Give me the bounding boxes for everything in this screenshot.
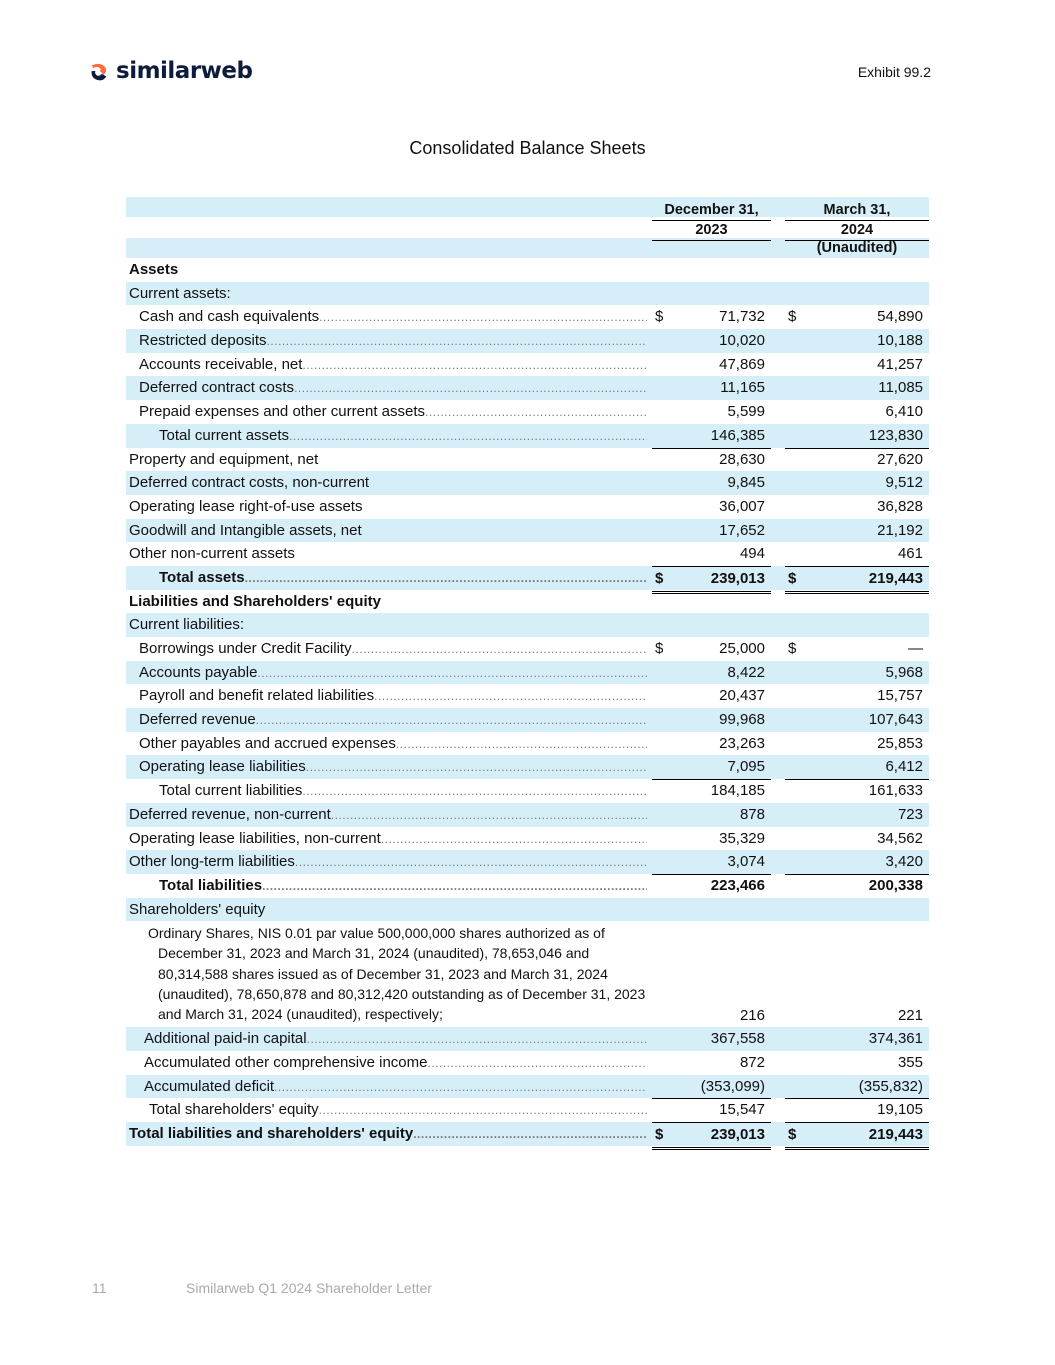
row-label: Property and equipment, net <box>129 450 319 468</box>
value-cell <box>652 874 771 899</box>
value-cell <box>652 495 771 519</box>
value-cell <box>785 400 929 425</box>
value-cell <box>785 353 929 377</box>
amount: 184,185 <box>710 782 765 800</box>
table-row <box>126 258 929 282</box>
table-row <box>126 921 929 1027</box>
table-row <box>126 1051 929 1075</box>
amount: 9,845 <box>727 474 765 492</box>
logo <box>88 58 252 84</box>
row-label: Operating lease right-of-use assets <box>129 497 363 515</box>
value-cell <box>785 305 929 329</box>
row-label: Total shareholders' equity ..... <box>149 1098 647 1123</box>
table-header <box>126 197 929 258</box>
value-cell <box>785 1122 929 1150</box>
row-label: Ordinary Shares, NIS 0.01 par value 500,000,000 shares authorized as of December 31, 2023 and March 31, 2024 (unaudited), 78,653,046 and 80,314,588 shares issued as of December 31, 2023 and March 31, 2024 (unaudited), 78,650,878 and 80,312,420 outstanding as of December 31, 2023 and March 31, 2024 (unaudited), respectively; <box>148 925 646 1023</box>
balance-sheet-table <box>126 197 929 1146</box>
table-row <box>126 448 929 472</box>
value-cell <box>785 448 929 472</box>
table-row <box>126 827 929 851</box>
value-cell <box>785 519 929 543</box>
row-label: Payroll and benefit related liabilities ..... <box>139 684 647 709</box>
column-header-line1: March 31, <box>785 201 929 221</box>
footer-text: Similarweb Q1 2024 Shareholder Letter <box>186 1280 432 1296</box>
currency-symbol: $ <box>788 640 797 657</box>
amount: 878 <box>739 805 765 823</box>
table-row <box>126 755 929 779</box>
table-row <box>126 376 929 400</box>
amount: 5,599 <box>727 403 765 421</box>
column-header-line2: 2023 <box>652 221 771 241</box>
value-cell <box>652 376 771 400</box>
value-cell <box>785 827 929 851</box>
amount: 23,263 <box>719 734 765 752</box>
amount: 25,853 <box>877 734 923 752</box>
amount: 6,410 <box>885 403 923 421</box>
page-title: Consolidated Balance Sheets <box>409 138 646 158</box>
value-cell <box>785 708 929 732</box>
table-row <box>126 803 929 827</box>
row-label: Accumulated deficit ..... <box>144 1075 647 1100</box>
amount: 71,732 <box>719 308 765 326</box>
row-label: Deferred contract costs, non-current <box>129 474 370 492</box>
value-cell <box>652 542 771 567</box>
value-cell <box>652 1098 771 1123</box>
value-cell <box>652 732 771 756</box>
value-cell <box>652 353 771 377</box>
table-row <box>126 495 929 519</box>
table-row <box>126 874 929 898</box>
table-row <box>126 732 929 756</box>
table-row <box>126 566 929 590</box>
value-cell <box>785 637 929 661</box>
table-row <box>126 282 929 306</box>
row-label: Cash and cash equivalents ..... <box>139 305 647 330</box>
amount: 494 <box>739 545 765 563</box>
value-cell <box>652 921 771 1027</box>
amount: 146,385 <box>710 426 765 444</box>
row-label: Other payables and accrued expenses ..... <box>139 732 647 757</box>
value-cell <box>785 1075 929 1100</box>
table-row <box>126 590 929 614</box>
table-row <box>126 329 929 353</box>
value-cell <box>652 708 771 732</box>
row-label: Shareholders' equity <box>129 900 266 918</box>
amount: 107,643 <box>868 711 923 729</box>
amount: 872 <box>739 1053 765 1071</box>
currency-symbol: $ <box>655 640 664 657</box>
table-row <box>126 779 929 803</box>
value-cell <box>785 1098 929 1123</box>
table-row <box>126 1122 929 1146</box>
row-label: Accounts payable ..... <box>139 661 647 686</box>
amount: 723 <box>897 805 923 823</box>
amount: 3,074 <box>727 853 765 871</box>
row-label: Total assets ..... <box>159 566 647 591</box>
value-cell <box>652 1122 771 1150</box>
table-body <box>126 258 929 1146</box>
value-cell <box>652 1051 771 1075</box>
table-row <box>126 400 929 424</box>
row-label: Deferred revenue ..... <box>139 708 647 733</box>
table-row <box>126 519 929 543</box>
amount: 221 <box>897 1006 923 1024</box>
amount: 219,443 <box>868 1126 923 1143</box>
row-label: Accumulated other comprehensive income ..... <box>144 1051 647 1076</box>
amount: 8,422 <box>727 663 765 681</box>
amount: 123,830 <box>868 426 923 444</box>
amount: 461 <box>897 545 923 563</box>
amount: 10,188 <box>877 332 923 350</box>
value-cell <box>652 779 771 804</box>
amount: 54,890 <box>877 308 923 326</box>
amount: 219,443 <box>868 569 923 587</box>
amount: 35,329 <box>719 829 765 847</box>
amount: 15,757 <box>877 687 923 705</box>
column-header-line2: 2024 <box>785 221 929 241</box>
table-row <box>126 305 929 329</box>
amount: 19,105 <box>877 1101 923 1119</box>
value-cell <box>785 471 929 495</box>
amount: 367,558 <box>710 1030 765 1048</box>
row-label: Accounts receivable, net ..... <box>139 353 647 378</box>
row-label: Current liabilities: <box>129 616 245 634</box>
value-cell <box>785 850 929 875</box>
amount: 5,968 <box>885 663 923 681</box>
amount: 15,547 <box>719 1101 765 1119</box>
table-row <box>126 850 929 874</box>
value-cell <box>652 329 771 353</box>
row-label: Goodwill and Intangible assets, net <box>129 521 362 539</box>
amount: 7,095 <box>727 758 765 776</box>
value-cell <box>785 376 929 400</box>
amount: (355,832) <box>858 1077 923 1095</box>
table-row <box>126 1027 929 1051</box>
value-cell <box>652 661 771 685</box>
table-row <box>126 542 929 566</box>
currency-symbol: $ <box>788 569 797 587</box>
value-cell <box>785 1051 929 1075</box>
amount: 9,512 <box>885 474 923 492</box>
amount: 17,652 <box>719 521 765 539</box>
table-row <box>126 1098 929 1122</box>
value-cell <box>785 732 929 756</box>
amount: — <box>908 640 923 657</box>
table-row <box>126 637 929 661</box>
value-cell <box>652 400 771 425</box>
value-cell <box>785 1027 929 1051</box>
row-label: Total current liabilities ..... <box>159 779 647 804</box>
amount: 25,000 <box>719 640 765 657</box>
value-cell <box>785 803 929 827</box>
page-number: 11 <box>92 1280 107 1296</box>
table-row <box>126 424 929 448</box>
amount: 355 <box>897 1053 923 1071</box>
value-cell <box>652 755 771 780</box>
amount: 223,466 <box>710 876 765 894</box>
currency-symbol: $ <box>788 1126 797 1143</box>
value-cell <box>785 921 929 1027</box>
amount: 161,633 <box>868 782 923 800</box>
value-cell <box>785 329 929 353</box>
row-label: Total current assets ..... <box>159 424 647 449</box>
amount: 47,869 <box>719 355 765 373</box>
column-header-line1: December 31, <box>652 201 771 221</box>
amount: 239,013 <box>710 569 765 587</box>
table-row <box>126 613 929 637</box>
amount: 10,020 <box>719 332 765 350</box>
column-header-mar-2024 <box>785 201 929 241</box>
amount: 41,257 <box>877 355 923 373</box>
value-cell <box>785 684 929 708</box>
column-note-unaudited: (Unaudited) <box>816 240 898 256</box>
value-cell <box>652 448 771 472</box>
amount: 99,968 <box>719 711 765 729</box>
column-header-dec-2023 <box>652 201 771 241</box>
row-label: Deferred revenue, non-current ..... <box>129 803 647 828</box>
table-row <box>126 898 929 922</box>
table-row <box>126 471 929 495</box>
row-label: Total liabilities ..... <box>159 874 647 899</box>
amount: 6,412 <box>885 758 923 776</box>
value-cell <box>785 495 929 519</box>
table-row <box>126 684 929 708</box>
amount: 27,620 <box>877 450 923 468</box>
row-label: Restricted deposits ..... <box>139 329 647 354</box>
value-cell <box>652 471 771 495</box>
value-cell <box>652 305 771 329</box>
amount: 28,630 <box>719 450 765 468</box>
currency-symbol: $ <box>788 308 797 326</box>
currency-symbol: $ <box>655 1126 664 1143</box>
amount: 239,013 <box>710 1126 765 1143</box>
value-cell <box>652 1075 771 1100</box>
row-label: Assets <box>129 261 179 278</box>
value-cell <box>652 1027 771 1051</box>
value-cell <box>652 850 771 875</box>
table-row <box>126 708 929 732</box>
value-cell <box>652 637 771 661</box>
value-cell <box>652 519 771 543</box>
amount: 11,165 <box>720 379 765 397</box>
amount: 36,007 <box>719 497 765 515</box>
row-label: Operating lease liabilities, non-current ..... <box>129 827 647 852</box>
row-label: Prepaid expenses and other current assets ..... <box>139 400 647 425</box>
value-cell <box>785 874 929 899</box>
row-label: Deferred contract costs ..... <box>139 376 647 401</box>
exhibit-label: Exhibit 99.2 <box>857 64 931 80</box>
value-cell <box>652 684 771 708</box>
amount: 374,361 <box>868 1030 923 1048</box>
value-cell <box>785 661 929 685</box>
amount: 34,562 <box>877 829 923 847</box>
table-row <box>126 661 929 685</box>
amount: 21,192 <box>877 521 923 539</box>
value-cell <box>785 542 929 567</box>
row-label: Liabilities and Shareholders' equity <box>129 592 381 610</box>
amount: 11,085 <box>878 379 923 397</box>
amount: 200,338 <box>868 876 923 894</box>
currency-symbol: $ <box>655 308 664 326</box>
logo-text: similarweb <box>116 58 253 84</box>
row-label: Current assets: <box>129 284 231 302</box>
value-cell <box>652 424 771 449</box>
amount: 216 <box>739 1006 765 1024</box>
row-label: Other non-current assets <box>129 545 295 563</box>
row-label: Additional paid-in capital ..... <box>144 1027 647 1052</box>
row-label: Operating lease liabilities ..... <box>139 755 647 780</box>
amount: 3,420 <box>885 853 923 871</box>
row-label: Borrowings under Credit Facility ..... <box>139 637 647 662</box>
amount: (353,099) <box>700 1077 765 1095</box>
amount: 20,437 <box>719 687 765 705</box>
table-row <box>126 1075 929 1099</box>
value-cell <box>652 827 771 851</box>
amount: 36,828 <box>877 497 923 515</box>
row-label: Total liabilities and shareholders' equity ..... <box>129 1122 647 1147</box>
similarweb-logo-icon <box>88 60 110 82</box>
value-cell <box>652 803 771 827</box>
currency-symbol: $ <box>655 569 664 587</box>
value-cell <box>785 755 929 780</box>
value-cell <box>785 424 929 449</box>
table-row <box>126 353 929 377</box>
row-label: Other long-term liabilities ..... <box>129 850 647 875</box>
value-cell <box>785 779 929 804</box>
